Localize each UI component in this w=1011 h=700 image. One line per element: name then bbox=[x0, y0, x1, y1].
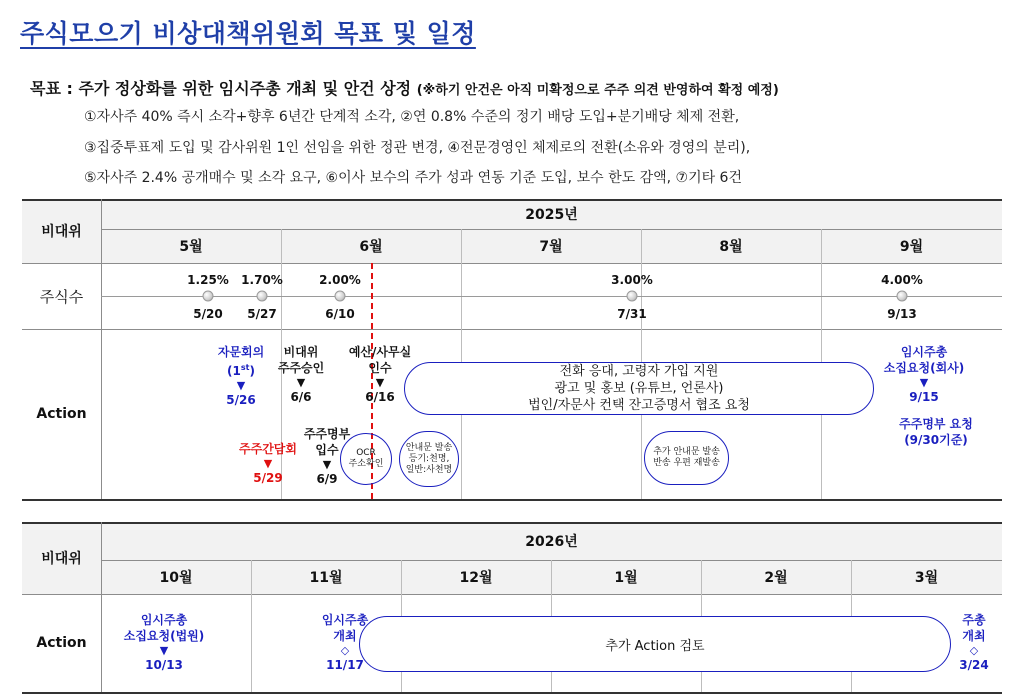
additional-action-review: 추가 Action 검토 bbox=[359, 616, 951, 672]
share-timeline bbox=[101, 296, 1002, 297]
goal-heading bbox=[30, 76, 779, 99]
goal-note: (※하기 안건은 아직 미확정으로 주주 의견 반영하여 확정 예정) bbox=[416, 83, 779, 98]
goal-main: 목표 : 주가 정상화를 위한 임시주총 개최 및 안건 상정 bbox=[30, 79, 412, 98]
ocr-address-check: OCR 주소확인 bbox=[340, 433, 392, 485]
diamond-marker-icon: ◇ bbox=[969, 644, 979, 657]
share-pct: 4.00% bbox=[881, 273, 923, 287]
down-marker-icon: ▼ bbox=[159, 644, 169, 657]
page-title: 주식모으기 비상대책위원회 목표 및 일정 bbox=[20, 19, 476, 48]
month-header: 8월 bbox=[719, 239, 743, 255]
corner-label: 비대위 bbox=[41, 551, 82, 567]
diamond-marker-icon: ◇ bbox=[340, 644, 350, 657]
down-marker-icon: ▼ bbox=[322, 458, 332, 471]
goal-line-3: ⑤자사주 2.4% 공개매수 및 소각 요구, ⑥이사 보수의 주가 성과 연동 기준 도입, 보수 한도 감액, ⑦기타 6건 bbox=[84, 170, 742, 186]
month-header: 5월 bbox=[179, 239, 203, 255]
share-date: 9/13 bbox=[887, 307, 917, 321]
notice-mailing: 안내문 발송 등기:천명, 일반:사천명 bbox=[399, 431, 459, 487]
egm-request-company: 임시주총 소집요청(회사) ▼ 9/15 bbox=[883, 345, 965, 404]
share-pct: 2.00% bbox=[319, 273, 361, 287]
share-marker bbox=[335, 291, 346, 302]
share-date: 7/31 bbox=[617, 307, 647, 321]
corner-label: 비대위 bbox=[41, 224, 82, 240]
down-marker-icon: ▼ bbox=[263, 457, 273, 470]
row-label-action: Action bbox=[36, 406, 87, 422]
month-header: 2월 bbox=[764, 570, 788, 586]
advisory-meeting: 자문회의 (1st) ▼ 5/26 bbox=[217, 345, 265, 407]
month-header: 3월 bbox=[914, 570, 939, 586]
share-date: 5/20 bbox=[193, 307, 223, 321]
goal-line-2: ③집중투표제 도입 및 감사위원 1인 선임을 위한 정관 변경, ④전문경영인 체제로의 전환(소유와 경영의 분리), bbox=[84, 140, 751, 156]
down-marker-icon: ▼ bbox=[236, 379, 246, 392]
share-marker bbox=[257, 291, 268, 302]
shareholder-registry: 주주명부 입수 ▼ 6/9 bbox=[303, 427, 351, 486]
share-marker bbox=[203, 291, 214, 302]
goal-line-1: ①자사주 40% 즉시 소각+향후 6년간 단계적 소각, ②연 0.8% 수준의 정기 배당 도입+분기배당 체제 전환, bbox=[84, 109, 740, 125]
share-pct: 1.70% bbox=[241, 273, 283, 287]
agm-held: 주총 개최 ◇ 3/24 bbox=[959, 613, 989, 672]
month-header: 6월 bbox=[359, 239, 383, 255]
shareholder-meeting: 주주간담회 ▼ 5/29 bbox=[239, 442, 297, 485]
share-pct: 3.00% bbox=[611, 273, 653, 287]
schedule-table-2025 bbox=[22, 199, 1002, 500]
row-label-shares: 주식수 bbox=[39, 287, 84, 306]
share-marker bbox=[897, 291, 908, 302]
share-date: 5/27 bbox=[247, 307, 277, 321]
month-header: 11월 bbox=[309, 570, 343, 586]
down-marker-icon: ▼ bbox=[919, 376, 929, 389]
year-header: 2025년 bbox=[525, 207, 578, 223]
schedule-table-2026 bbox=[22, 522, 1002, 694]
month-header: 9월 bbox=[899, 239, 924, 255]
row-label-action: Action bbox=[36, 635, 87, 651]
month-header: 7월 bbox=[539, 239, 563, 255]
share-pct: 1.25% bbox=[187, 273, 229, 287]
month-header: 1월 bbox=[614, 570, 638, 586]
month-header: 10월 bbox=[159, 570, 193, 586]
share-marker bbox=[627, 291, 638, 302]
year-header: 2026년 bbox=[525, 534, 578, 550]
support-activities: 전화 응대, 고령자 가입 지원 광고 및 홍보 (유튜브, 언론사) 법인/자문사 컨택 잔고증명서 협조 요청 bbox=[404, 362, 874, 415]
egm-request-court: 임시주총 소집요청(법원) ▼ 10/13 bbox=[123, 613, 205, 672]
down-marker-icon: ▼ bbox=[375, 376, 385, 389]
additional-notice: 추가 안내문 발송 반송 우편 재발송 bbox=[644, 431, 729, 485]
down-marker-icon: ▼ bbox=[296, 376, 306, 389]
budget-office-takeover: 예산/사무실 인수 ▼ 6/16 bbox=[348, 345, 412, 404]
share-date: 6/10 bbox=[325, 307, 355, 321]
committee-approval: 비대위 주주승인 ▼ 6/6 bbox=[277, 345, 325, 404]
month-header: 12월 bbox=[459, 570, 493, 586]
shareholder-list-request: 주주명부 요청 (9/30기준) bbox=[899, 417, 973, 447]
egm-held: 임시주총 개최 ◇ 11/17 bbox=[321, 613, 369, 672]
